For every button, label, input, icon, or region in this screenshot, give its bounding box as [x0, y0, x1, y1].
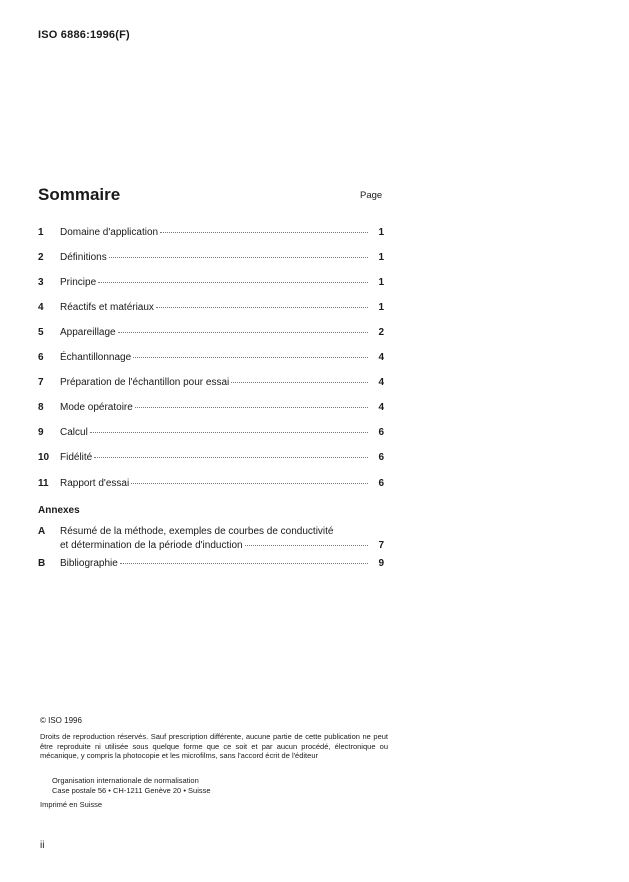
annex-label-line2: et détermination de la période d'induction: [60, 540, 243, 551]
toc-item-1[interactable]: [38, 227, 384, 241]
toc-page: 6: [378, 478, 384, 489]
toc-label: Préparation de l'échantillon pour essai: [60, 377, 230, 388]
toc-label: Mode opératoire: [60, 402, 133, 413]
dot-leader: [90, 431, 368, 433]
toc-item-11[interactable]: [38, 478, 384, 492]
dot-leader: [133, 356, 368, 358]
annex-label-line2-row: [60, 540, 384, 551]
dot-leader: [156, 306, 368, 308]
toc-item-10[interactable]: [38, 452, 384, 466]
toc-number: 4: [38, 302, 44, 313]
toc-page: 2: [378, 327, 384, 338]
toc-item-3[interactable]: [38, 277, 384, 291]
toc-label: Fidélité: [60, 452, 93, 463]
organization-name: Organisation internationale de normalisation: [52, 776, 199, 785]
toc-label: Principe: [60, 277, 97, 288]
toc-number: 7: [38, 377, 44, 388]
toc-label: Domaine d'application: [60, 227, 159, 238]
toc-page: 4: [378, 352, 384, 363]
annex-page: 9: [378, 558, 384, 569]
dot-leader: [98, 281, 368, 283]
printed-in: Imprimé en Suisse: [40, 800, 103, 809]
dot-leader: [94, 456, 368, 458]
toc-number: 1: [38, 227, 44, 238]
toc-label: Appareillage: [60, 327, 116, 338]
toc-page: 4: [378, 402, 384, 413]
toc-page: 1: [378, 227, 384, 238]
dot-leader: [120, 562, 368, 564]
toc-number: 6: [38, 352, 44, 363]
toc-number: 8: [38, 402, 44, 413]
annex-label: Bibliographie: [60, 558, 118, 569]
annex-page: 7: [378, 540, 384, 551]
toc-item-8[interactable]: [38, 402, 384, 416]
dot-leader: [109, 256, 368, 258]
toc-label: Calcul: [60, 427, 88, 438]
toc-page: 4: [378, 377, 384, 388]
toc-item-5[interactable]: [38, 327, 384, 341]
toc-item-4[interactable]: [38, 302, 384, 316]
toc-item-9[interactable]: [38, 427, 384, 441]
toc-page: 1: [378, 302, 384, 313]
dot-leader: [231, 381, 368, 383]
toc-number: 11: [38, 478, 49, 489]
toc-number: 3: [38, 277, 44, 288]
toc-label: Réactifs et matériaux: [60, 302, 154, 313]
publisher-address: [52, 776, 211, 795]
toc-label: Définitions: [60, 252, 107, 263]
toc-number: 2: [38, 252, 44, 263]
toc-page: 6: [378, 427, 384, 438]
contents-title: Sommaire: [38, 185, 121, 204]
toc-label: Rapport d'essai: [60, 478, 130, 489]
toc-page: 1: [378, 252, 384, 263]
dot-leader: [245, 544, 368, 546]
toc-number: 10: [38, 452, 50, 463]
postal-address: Case postale 56 • CH-1211 Genève 20 • Suisse: [52, 785, 211, 795]
annex-label-line1: Résumé de la méthode, exemples de courbes de conductivité: [60, 526, 334, 537]
dot-leader: [131, 482, 368, 484]
dot-leader: [118, 331, 368, 333]
page-number: ii: [40, 840, 45, 851]
copyright-notice: © ISO 1996: [40, 716, 82, 725]
document-id: ISO 6886:1996(F): [38, 29, 130, 41]
toc-label: Échantillonnage: [60, 352, 132, 363]
toc-item-2[interactable]: [38, 252, 384, 266]
toc-page: 6: [378, 452, 384, 463]
annex-letter: A: [38, 526, 46, 537]
annexes-heading: Annexes: [38, 505, 80, 516]
dot-leader: [135, 406, 368, 408]
annex-item-b[interactable]: [38, 558, 384, 572]
toc-number: 9: [38, 427, 44, 438]
annex-letter: B: [38, 558, 46, 569]
toc-item-7[interactable]: [38, 377, 384, 391]
dot-leader: [160, 231, 368, 233]
page-column-label: Page: [360, 190, 383, 201]
toc-page: 1: [378, 277, 384, 288]
toc-number: 5: [38, 327, 44, 338]
rights-statement: Droits de reproduction réservés. Sauf prescription différente, aucune partie de cette publication ne peut être reproduite ni utilisée sous quelque forme que ce soit et par aucun procédé, électronique ou mécanique, y compris la photocopie et les microfilms, sans l'accord écrit de l'éditeur: [40, 732, 388, 760]
toc-item-6[interactable]: [38, 352, 384, 366]
